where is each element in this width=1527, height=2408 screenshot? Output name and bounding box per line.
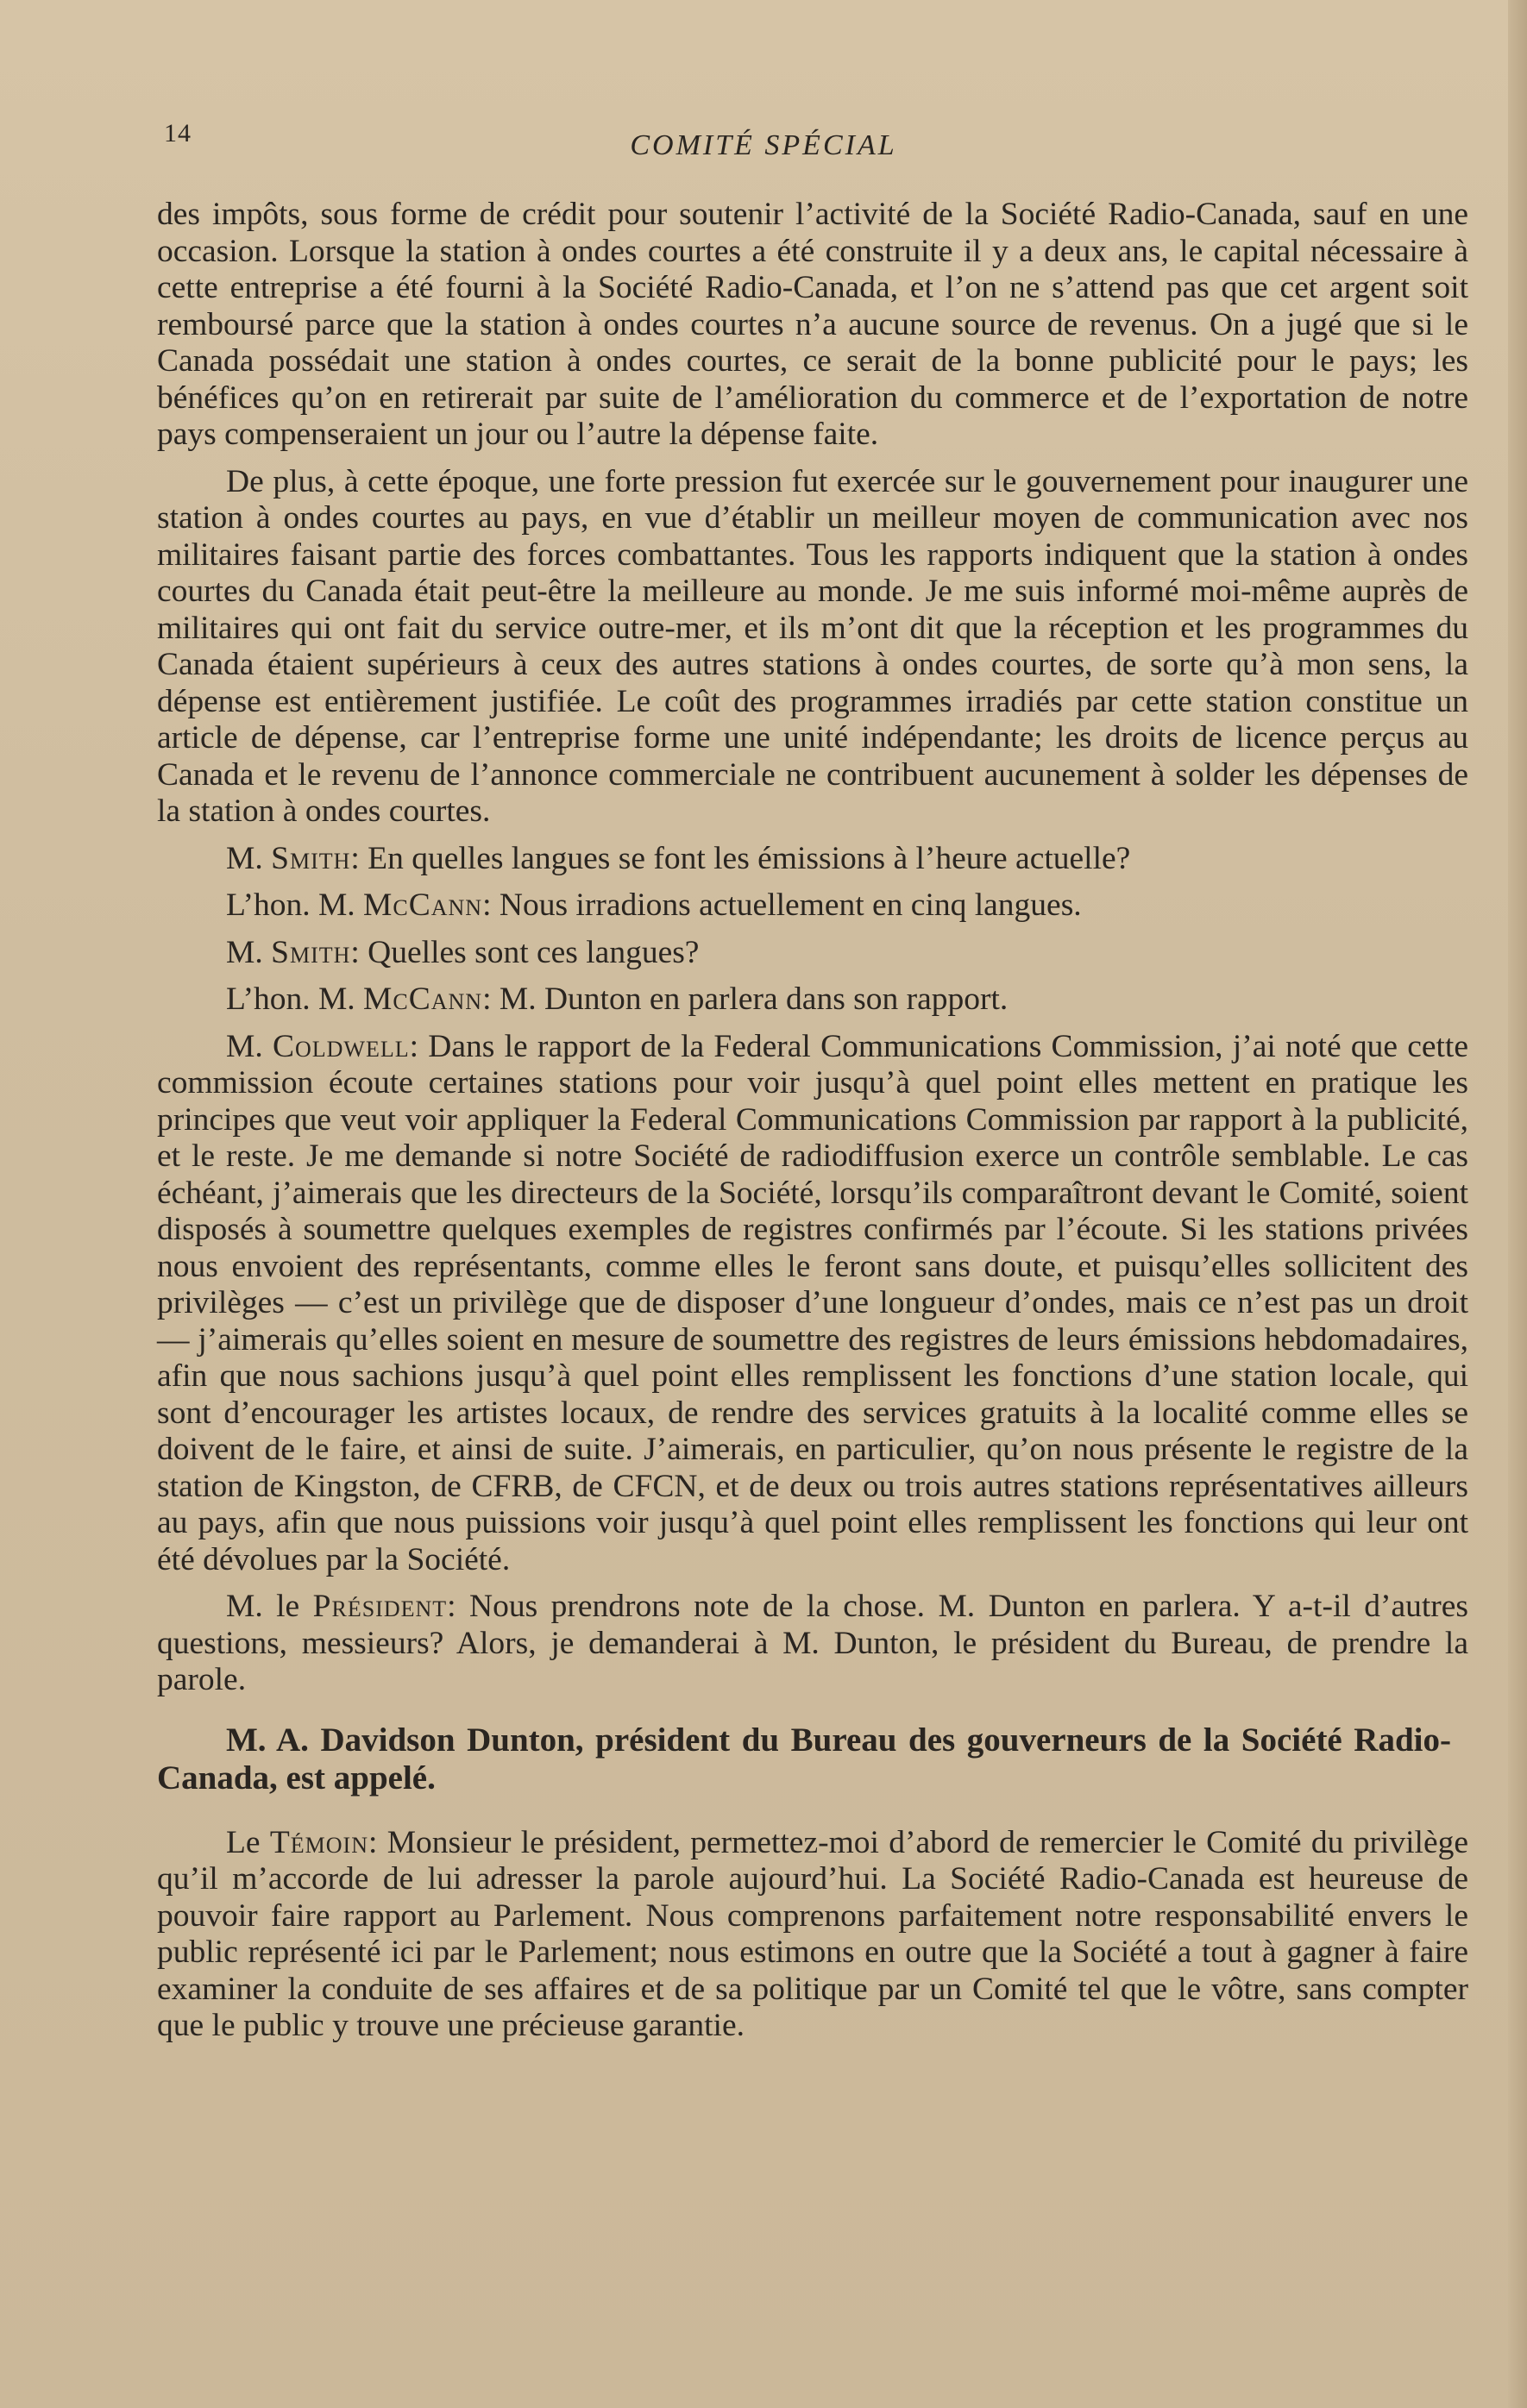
speaker-prefix: M. le: [226, 1589, 313, 1624]
dialogue-text: : Nous prendrons note de la chose. M. Dunton en parlera. Y a-t-il d’autres questions, messieurs? Alors, je demanderai à M. Dunton, le président du Bureau, de prendre la parole.: [157, 1589, 1468, 1697]
paragraph-continuation: des impôts, sous forme de crédit pour soutenir l’activité de la Société Radio-Canada, sauf en une occasion. Lorsque la station à ondes courtes a été construite il y a deux ans, le capital nécessaire à cette entreprise a été fourni à la Société Radio-Canada, et l’on ne s’attend pas que cet argent soit remboursé parce que la station à ondes courtes n’a aucune source de revenus. On a jugé que si le Canada possédait une station à ondes courtes, ce serait de la bonne publicité pour le pays; les bénéfices qu’on en retirerait par suite de l’amélioration du commerce et de l’exportation de notre pays compenseraient un jour ou l’autre la dépense faite.: [157, 197, 1468, 452]
paragraph: De plus, à cette époque, une forte pression fut exercée sur le gouvernement pour inaugurer une station à ondes courtes au pays, en vue d’établir un meilleur moyen de communication avec nos militaires faisant partie des forces combattantes. Tous les rapports indiquent que la station à ondes courtes du Canada était peut-être la meilleure au monde. Je me suis informé moi-même auprès de militaires qui ont fait du service outre-mer, et ils m’ont dit que la réception et les programmes du Canada étaient supérieurs à ceux des autres stations à ondes courtes, de sorte qu’à mon sens, la dépense est entièrement justifiée. Le coût des programmes irradiés par cette station constitue un article de dépense, car l’entreprise forme une unité indépendante; les droits de licence perçus au Canada et le revenu de l’annonce commerciale ne contribuent aucunement à solder les dépenses de la station à ondes courtes.: [157, 463, 1468, 829]
body-text: [157, 197, 1468, 2055]
speaker-name: McCann: [363, 887, 483, 923]
speaker-name: Coldwell: [272, 1028, 410, 1064]
running-title: COMITÉ SPÉCIAL: [630, 129, 897, 161]
speaker-prefix: M.: [226, 1028, 273, 1064]
dialogue-entry: [157, 1029, 1468, 1579]
speaker-name: Smith: [271, 840, 351, 876]
page-number: 14: [164, 119, 192, 147]
dialogue-text: : M. Dunton en parlera dans son rapport.: [482, 981, 1009, 1017]
dialogue-entry: [157, 935, 1468, 972]
speaker-name: Témoin: [269, 1824, 368, 1860]
dialogue-text: : Nous irradions actuellement en cinq langues.: [482, 887, 1082, 923]
speaker-prefix: L’hon. M.: [226, 887, 364, 923]
page-edge-shadow: [1508, 0, 1527, 2408]
dialogue-text: : Dans le rapport de la Federal Communications Commission, j’ai noté que cette commission écoute certaines stations pour voir jusqu’à quel point elles mettent en pratique les principes que veut voir appliquer la Federal Communications Commission par rapport à la publicité, et le reste. Je me demande si notre Société de radiodiffusion exerce un contrôle semblable. Le cas échéant, j’aimerais que les directeurs de la Société, lorsqu’ils comparaîtront devant le Comité, soient disposés à soumettre quelques exemples de registres confirmés par l’écoute. Si les stations privées nous envoient des représentants, comme elles le feront sans doute, et puisqu’elles sollicitent des privilèges — c’est un privilège que de disposer d’une longueur d’ondes, mais ce n’est pas un droit — j’aimerais qu’elles soient en mesure de soumettre des registres de leurs émissions hebdomadaires, afin que nous sachions jusqu’à quel point elles remplissent les fonctions d’une station locale, qui sont d’encourager les artistes locaux, de rendre des services gratuits à la localité comme elles se doivent de le faire, et ainsi de suite. J’aimerais, en particulier, qu’on nous présente le registre de la station de Kingston, de CFRB, de CFCN, et de deux ou trois autres stations représentatives ailleurs au pays, afin que nous puissions voir jusqu’à quel point elles remplissent les fonctions qui leur ont été dévolues par la Société.: [157, 1028, 1468, 1577]
dialogue-entry: [157, 1589, 1468, 1699]
dialogue-text: : En quelles langues se font les émissions à l’heure actuelle?: [350, 840, 1131, 876]
dialogue-entry: [157, 981, 1468, 1019]
speaker-prefix: L’hon. M.: [226, 981, 364, 1017]
speaker-prefix: Le: [226, 1824, 270, 1860]
dialogue-entry: [157, 841, 1468, 878]
witness-statement: [157, 1825, 1468, 2045]
speaker-prefix: M.: [226, 934, 272, 970]
dialogue-text: : Quelles sont ces langues?: [350, 934, 700, 970]
section-heading: M. A. Davidson Dunton, président du Bureau des gouverneurs de la Société Radio-Canada, est appelé.: [157, 1721, 1451, 1797]
dialogue-text: : Monsieur le président, permettez-moi d’abord de remercier le Comité du privilège qu’il m’accorde de lui adresser la parole aujourd’hui. La Société Radio-Canada est heureuse de pouvoir faire rapport au Parlement. Nous comprenons parfaitement notre responsabilité envers le public représenté ici par le Parlement; nous estimons en outre que la Société a tout à gagner à faire examiner la conduite de ses affaires et de sa politique par un Comité tel que le vôtre, sans compter que le public y trouve une précieuse garantie.: [157, 1824, 1468, 2043]
speaker-name: Smith: [271, 934, 351, 970]
speaker-name: McCann: [363, 981, 483, 1017]
speaker-name: Président: [312, 1589, 448, 1624]
dialogue-entry: [157, 887, 1468, 925]
speaker-prefix: M.: [226, 840, 272, 876]
